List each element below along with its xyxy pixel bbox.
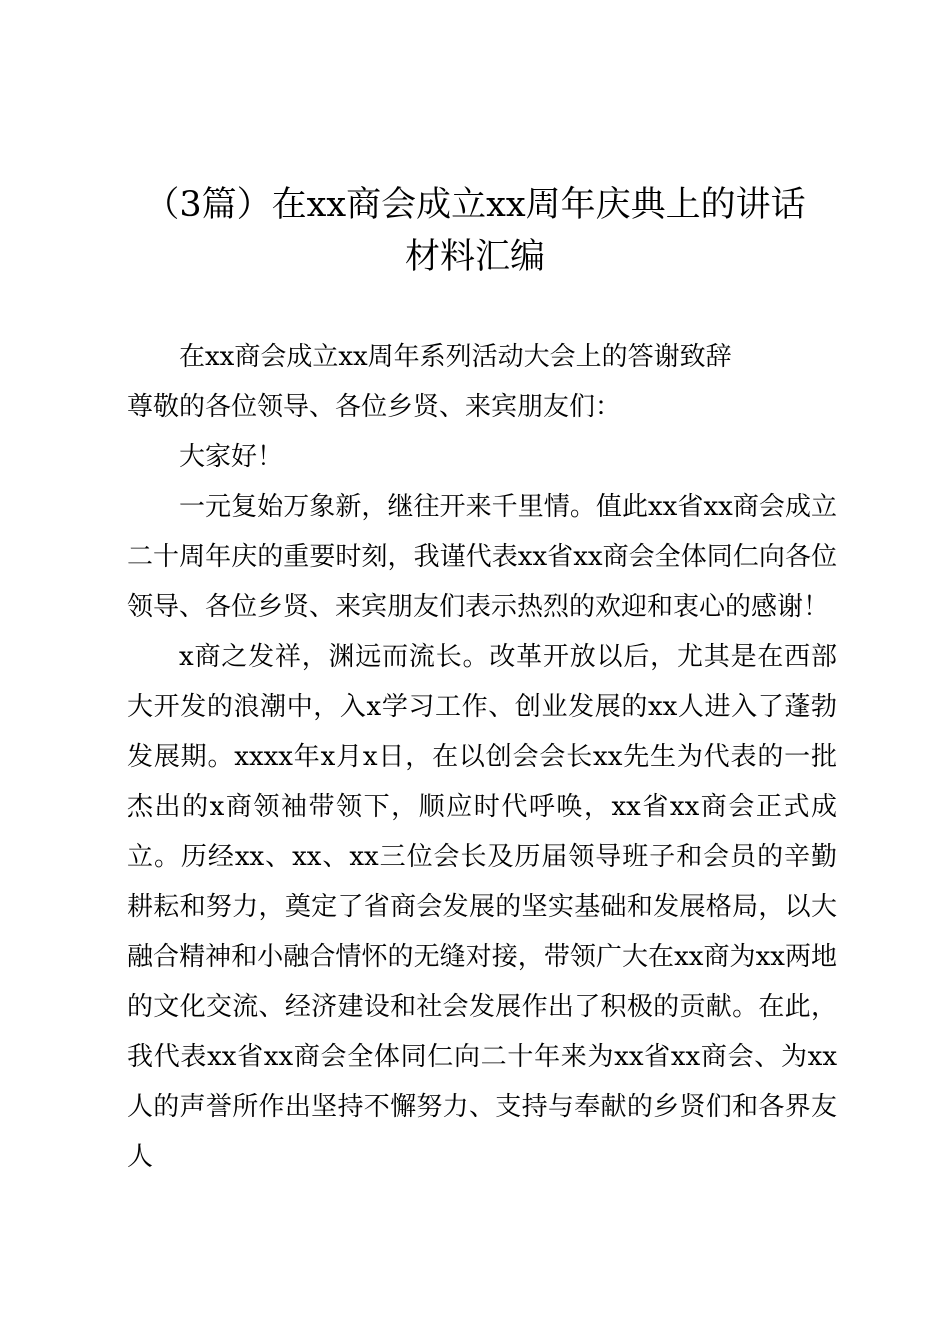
salutation: 尊敬的各位领导、各位乡贤、来宾朋友们： xyxy=(127,392,622,422)
greeting: 大家好！ xyxy=(179,442,284,472)
document-body xyxy=(127,332,837,1182)
document-title-line-2: 材料汇编 xyxy=(404,237,545,277)
document-title-line-1: （3篇）在xx商会成立xx周年庆典上的讲话 xyxy=(144,185,806,225)
section-heading: 在xx商会成立xx周年系列活动大会上的答谢致辞 xyxy=(179,342,732,372)
body-paragraph-2: x商之发祥，渊远而流长。改革开放以后，尤其是在西部大开发的浪潮中，入x学习工作、创业发展的xx人进入了蓬勃发展期。xxxx年x月x日，在以创会会长xx先生为代表的一批杰出的x商领袖带领下，顺应时代呼唤，xx省xx商会正式成立。历经xx、xx、xx三位会长及历届领导班子和会员的辛勤耕耘和努力，奠定了省商会发展的坚实基础和发展格局，以大融合精神和小融合情怀的无缝对接，带领广大在xx商为xx两地的文化交流、经济建设和社会发展作出了积极的贡献。在此，我代表xx省xx商会全体同仁向二十年来为xx省xx商会、为xx人的声誉所作出坚持不懈努力、支持与奉献的乡贤们和各界友人 xyxy=(127,642,837,1172)
body-paragraph-1: 一元复始万象新，继往开来千里情。值此xx省xx商会成立二十周年庆的重要时刻，我谨代表xx省xx商会全体同仁向各位领导、各位乡贤、来宾朋友们表示热烈的欢迎和衷心的感谢！ xyxy=(127,492,837,622)
